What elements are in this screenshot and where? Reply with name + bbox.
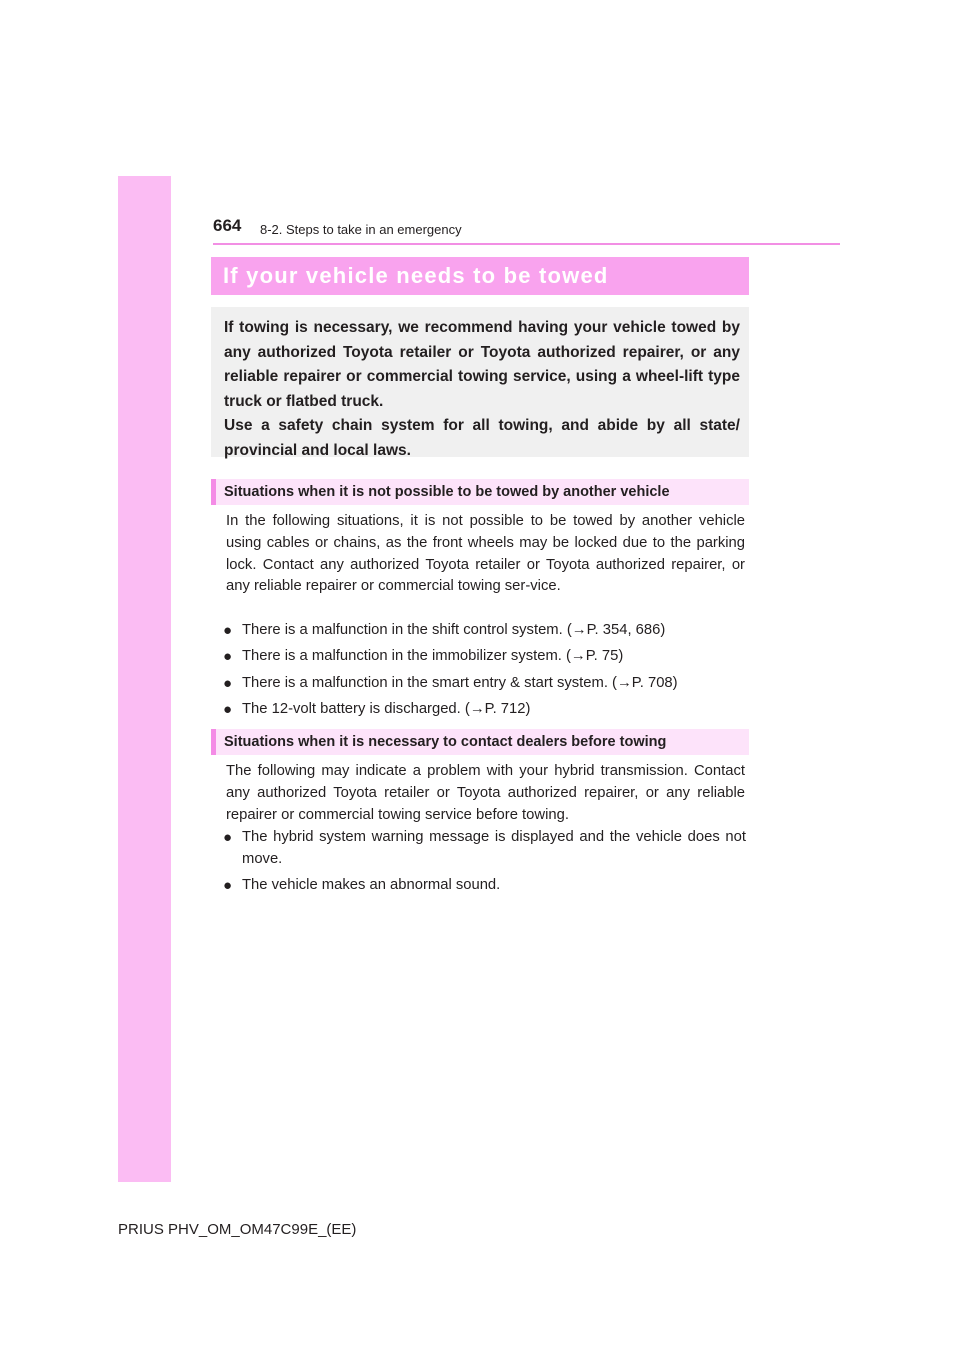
bullet-icon: ● <box>223 829 233 846</box>
page-title: If your vehicle needs to be towed <box>223 263 609 288</box>
list-item <box>223 673 746 695</box>
list-item-text: There is a malfunction in the shift control system. (→P. 354, 686) <box>242 622 666 638</box>
list-item-text: There is a malfunction in the smart entry & start system. (→P. 708) <box>242 674 678 691</box>
list-item-text: The vehicle makes an abnormal sound. <box>242 877 501 894</box>
intro-box <box>211 307 749 457</box>
intro-paragraph-2: Use a safety chain system for all towing, and abide by all state/ provincial and local laws. <box>224 417 740 459</box>
side-tab-strip <box>118 176 171 1182</box>
header-rule <box>213 243 840 245</box>
list-item <box>223 646 746 668</box>
list-item-text: There is a malfunction in the immobilizer system. (→P. 75) <box>242 648 624 665</box>
title-bar <box>211 257 749 295</box>
section1-bullet-list <box>223 620 746 725</box>
subheading-not-possible-towed <box>211 479 749 505</box>
section2-body: The following may indicate a problem with your hybrid transmission. Contact any authorized Toyota retailer or Toyota authorized repairer, or any reliable repairer or commercial towing service before towing. <box>226 763 745 823</box>
bullet-icon: ● <box>223 648 233 666</box>
section-reference: 8-2. Steps to take in an emergency <box>260 222 462 237</box>
subheading-contact-dealers <box>211 729 749 755</box>
list-item <box>223 875 746 897</box>
bullet-icon: ● <box>223 877 233 895</box>
subheading-text: Situations when it is not possible to be towed by another vehicle <box>224 484 670 500</box>
list-item-text: The hybrid system warning message is displayed and the vehicle does not move. <box>242 829 746 867</box>
page-number: 664 <box>213 216 242 235</box>
list-item <box>223 620 746 642</box>
list-item <box>223 699 746 721</box>
intro-paragraph-1: If towing is necessary, we recommend having your vehicle towed by any authorized Toyota retailer or Toyota authorized repairer, or any reliable repairer or commercial towing service, using a wheel-lift type truck or flatbed truck. <box>224 319 740 410</box>
section2-bullet-list <box>223 827 746 901</box>
section1-body: In the following situations, it is not possible to be towed by another vehicle using cables or chains, as the front wheels may be locked due to the parking lock. Contact any authorized Toyota retailer or Toyota authorized repairer, or any reliable repairer or commercial towing ser-vice. <box>226 513 745 595</box>
list-item-text: The 12-volt battery is discharged. (→P. 712) <box>242 700 531 717</box>
subheading-text: Situations when it is necessary to contact dealers before towing <box>224 734 667 750</box>
list-item <box>223 827 746 871</box>
bullet-icon: ● <box>223 700 233 718</box>
bullet-icon: ● <box>223 622 233 639</box>
footer-model-code: PRIUS PHV_OM_OM47C99E_(EE) <box>118 1221 357 1238</box>
bullet-icon: ● <box>223 674 233 692</box>
